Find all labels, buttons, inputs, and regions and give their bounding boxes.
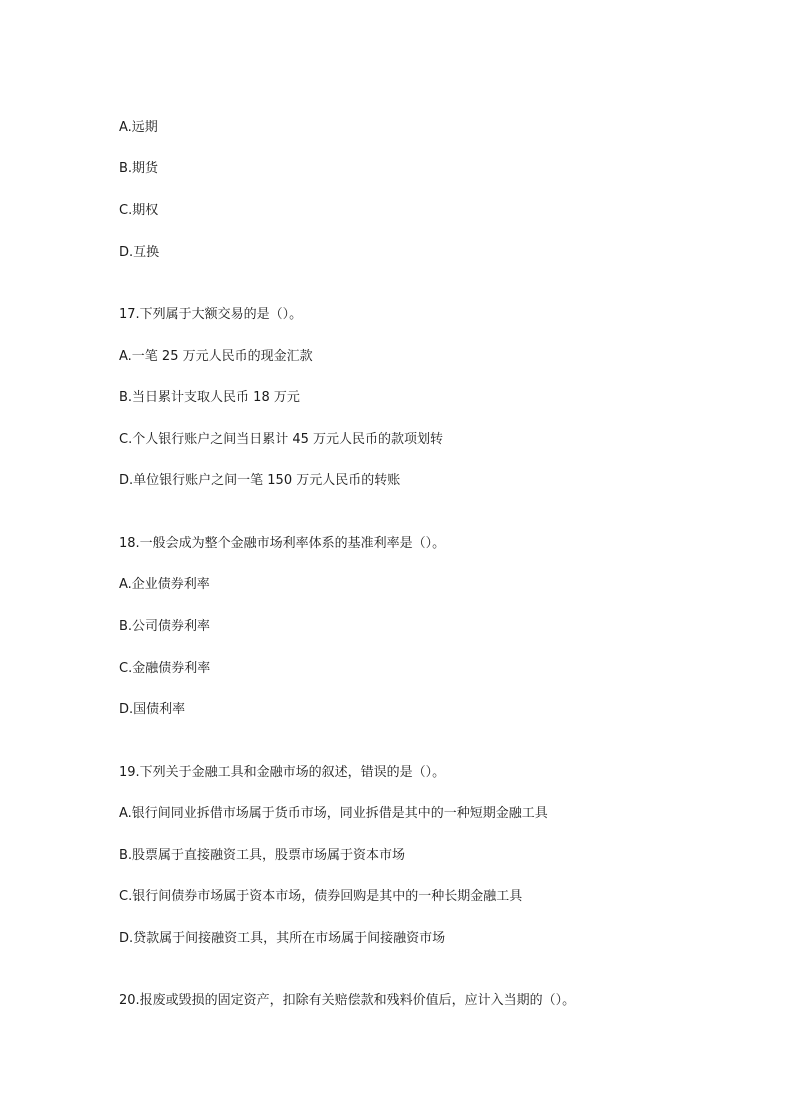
option-a: A.远期 bbox=[119, 120, 158, 135]
question-19-stem: 19.下列关于金融工具和金融市场的叙述，错误的是（）。 bbox=[119, 765, 446, 780]
question-19-option-c: C.银行间债券市场属于资本市场，债券回购是其中的一种长期金融工具 bbox=[119, 889, 523, 904]
question-18-option-c: C.金融债券利率 bbox=[119, 661, 211, 676]
option-d: D.互换 bbox=[119, 245, 160, 260]
question-18-option-b: B.公司债券利率 bbox=[119, 619, 211, 634]
option-c: C.期权 bbox=[119, 203, 159, 218]
question-19-option-a: A.银行间同业拆借市场属于货币市场，同业拆借是其中的一种短期金融工具 bbox=[119, 806, 548, 821]
question-17-option-a: A.一笔 25 万元人民币的现金汇款 bbox=[119, 349, 313, 364]
question-20-stem: 20.报废或毁损的固定资产，扣除有关赔偿款和残料价值后，应计入当期的（）。 bbox=[119, 993, 576, 1008]
question-18-option-d: D.国债利率 bbox=[119, 702, 186, 717]
question-18-option-a: A.企业债券利率 bbox=[119, 577, 210, 592]
question-18-stem: 18.一般会成为整个金融市场利率体系的基准利率是（）。 bbox=[119, 536, 446, 551]
question-17-option-c: C.个人银行账户之间当日累计 45 万元人民币的款项划转 bbox=[119, 432, 444, 447]
question-19-option-b: B.股票属于直接融资工具，股票市场属于资本市场 bbox=[119, 848, 406, 863]
question-19-option-d: D.贷款属于间接融资工具，其所在市场属于间接融资市场 bbox=[119, 931, 446, 946]
question-17-option-b: B.当日累计支取人民币 18 万元 bbox=[119, 390, 300, 405]
question-17-option-d: D.单位银行账户之间一笔 150 万元人民币的转账 bbox=[119, 473, 401, 488]
question-17-stem: 17.下列属于大额交易的是（）。 bbox=[119, 307, 303, 322]
option-b: B.期货 bbox=[119, 161, 159, 176]
